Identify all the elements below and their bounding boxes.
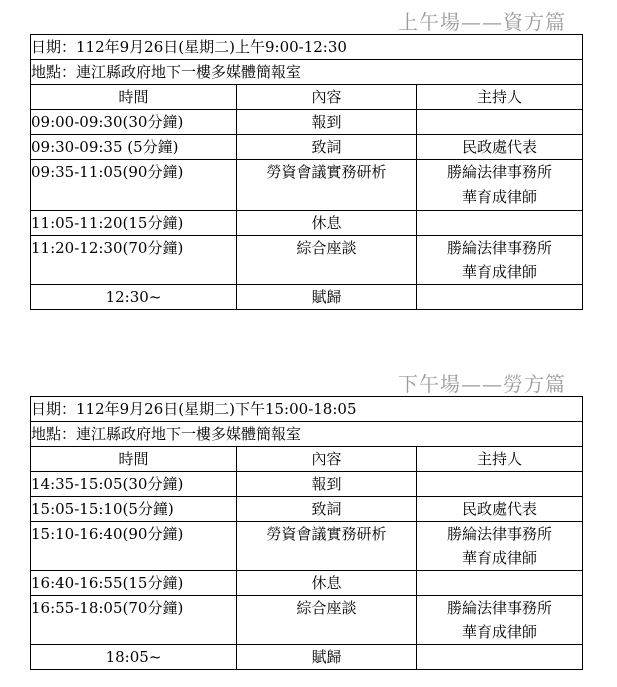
header-time: 時間 [31,447,237,472]
table-header-row [31,447,583,472]
row-content: 勞資會議實務研析 [237,160,417,211]
table-row [31,472,583,497]
row-time: 11:05-11:20(15分鐘) [31,211,237,236]
morning-place-line: 地點：連江縣政府地下一樓多媒體簡報室 [31,60,583,85]
host-line: 勝綸法律事務所 [447,525,553,543]
table-row [31,571,583,596]
host-line: 勝綸法律事務所 [447,239,553,257]
row-host [417,645,583,670]
row-host [417,110,583,135]
row-content: 休息 [237,211,417,236]
row-time: 09:00-09:30(30分鐘) [31,110,237,135]
row-host: 民政處代表 [417,497,583,522]
table-row [31,135,583,160]
row-content: 賦歸 [237,285,417,310]
row-host: 民政處代表 [417,135,583,160]
table-row [31,497,583,522]
table-header-row [31,85,583,110]
table-row [31,645,583,670]
row-time: 15:10-16:40(90分鐘) [31,522,237,571]
row-content: 綜合座談 [237,596,417,645]
afternoon-place-line: 地點：連江縣政府地下一樓多媒體簡報室 [31,422,583,447]
afternoon-schedule-table [30,396,583,670]
header-host: 主持人 [417,85,583,110]
host-line: 華育成律師 [462,263,538,281]
table-row [31,110,583,135]
row-time: 16:40-16:55(15分鐘) [31,571,237,596]
morning-title: 上午場——資方篇 [398,10,566,34]
row-content: 綜合座談 [237,236,417,285]
row-time: 18:05~ [31,645,237,670]
table-row [31,522,583,571]
table-row [31,160,583,211]
row-host [417,522,583,571]
row-host [417,160,583,211]
row-time: 09:35-11:05(90分鐘) [31,160,237,211]
row-time: 14:35-15:05(30分鐘) [31,472,237,497]
row-host [417,596,583,645]
row-content: 勞資會議實務研析 [237,522,417,571]
row-content: 致詞 [237,497,417,522]
row-host [417,211,583,236]
table-row [31,236,583,285]
row-content: 致詞 [237,135,417,160]
row-content: 休息 [237,571,417,596]
table-row [31,285,583,310]
host-line: 華育成律師 [462,188,538,206]
host-line: 華育成律師 [462,549,538,567]
row-host [417,571,583,596]
row-content: 報到 [237,110,417,135]
table-row [31,596,583,645]
host-line: 華育成律師 [462,623,538,641]
row-content: 報到 [237,472,417,497]
row-content: 賦歸 [237,645,417,670]
table-row [31,211,583,236]
header-content: 內容 [237,85,417,110]
row-host [417,236,583,285]
row-host [417,285,583,310]
header-time: 時間 [31,85,237,110]
row-time: 09:30-09:35 (5分鐘) [31,135,237,160]
row-host [417,472,583,497]
afternoon-title: 下午場——勞方篇 [398,372,566,396]
host-line: 勝綸法律事務所 [447,163,553,181]
header-host: 主持人 [417,447,583,472]
afternoon-date-line: 日期：112年9月26日(星期二)下午15:00-18:05 [31,397,583,422]
host-line: 勝綸法律事務所 [447,599,553,617]
row-time: 15:05-15:10(5分鐘) [31,497,237,522]
row-time: 11:20-12:30(70分鐘) [31,236,237,285]
row-time: 16:55-18:05(70分鐘) [31,596,237,645]
row-time: 12:30~ [31,285,237,310]
morning-date-line: 日期：112年9月26日(星期二)上午9:00-12:30 [31,35,583,60]
morning-schedule-table [30,34,583,310]
header-content: 內容 [237,447,417,472]
